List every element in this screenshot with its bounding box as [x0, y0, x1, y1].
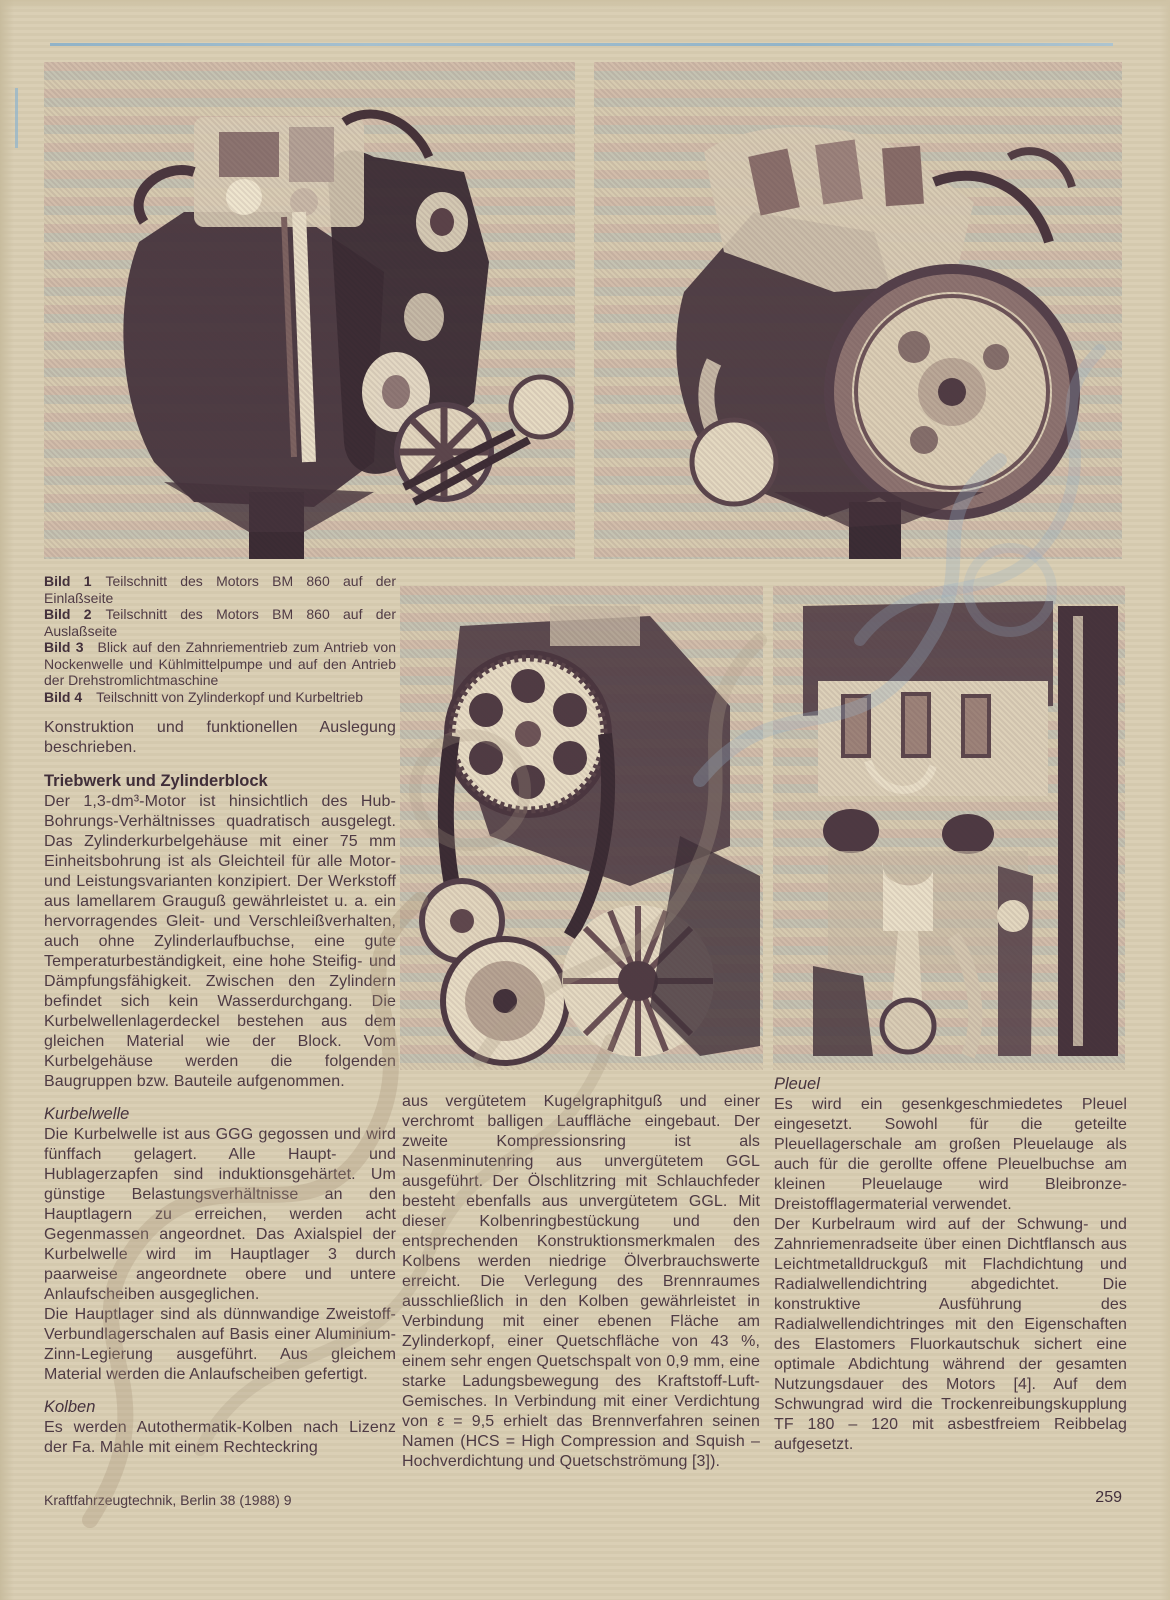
timing-belt-illustration [400, 586, 763, 1070]
photo-bild-3-timing-belt-drive [400, 586, 763, 1070]
caption-bild-1-text: Teilschnitt des Motors BM 860 auf der Einlaßseite [44, 573, 396, 606]
paragraph-pleuel-2: Der Kurbelraum wird auf der Schwung- und Zahnriemenradseite über einen Dichtflansch aus Leichtmetalldruckguß mit Flachdichtung und Radialwellendichtring abgedichtet. Die konstruktive Ausführung des Radialwellendichtringes mit den Eigenschaften des Elastomers Fluorkautschuk sichert eine optimale Abdichtung während der gesamten Nutzungsdauer des Motors [4]. Auf dem Schwungrad wird die Trockenreibungskupplung TF 180 – 120 mit asbestfreiem Reibbelag aufgesetzt. [774, 1216, 1127, 1453]
cutaway-illustration [773, 586, 1125, 1070]
caption-bild-4-text: Teilschnitt von Zylinderkopf und Kurbeltrieb [96, 688, 364, 705]
scan-artifact-mark [15, 88, 18, 148]
engine-intake-illustration [44, 62, 575, 559]
engine-exhaust-illustration [594, 62, 1122, 559]
caption-bild-2 [44, 606, 396, 639]
paragraph-kolben-start: Es werden Autothermatik-Kolben nach Lizenz der Fa. Mahle mit einem Rechteckring [44, 1419, 396, 1456]
paragraph-pleuel-1: Es wird ein gesenkgeschmiedetes Pleuel eingesetzt. Sowohl für die geteilte Pleuellagerschale am großen Pleuelauge als auch für die gerollte offene Pleuelbuchse am kleinen Pleuelauge wird Bleibronze-Dreistofflagermaterial verwendet. [774, 1096, 1127, 1213]
subsection-heading-pleuel: Pleuel [774, 1075, 820, 1093]
photo-bild-4-head-crank-cutaway [773, 586, 1125, 1070]
page-number: 259 [1095, 1489, 1122, 1506]
paragraph-kolben-continued: aus vergütetem Kugelgraphitguß und einer verchromt balligen Lauffläche eingebaut. Der zweite Kompressionsring ist als Nasenminutenring aus unvergütetem GGL ausgeführt. Der Ölschlitzring mit Schlauchfeder besteht ebenfalls aus unvergütetem GGL. Mit dieser Kolbenringbestückung und den entsprechenden Konstruktionsmerkmalen des Kolbens werden niedrige Ölverbrauchswerte erreicht. Die Verlegung des Brennraumes ausschließlich in den Kolben gewährleistet in Verbindung mit einer ebenen Fläche am Zylinderkopf, einer Quetschfläche von 43 %, einem sehr engen Quetschspalt von 0,9 mm, eine starke Ladungsbewegung des Kraftstoff-Luft-Gemisches. In Verbindung mit einer Verdichtung von ε = 9,5 erhielt das Brennverfahren seinen Namen (HCS = High Compression and Squish – Hochverdichtung und Quetschströmung [3]). [402, 1093, 760, 1470]
caption-bild-3-text: Blick auf den Zahnriementrieb zum Antrieb von Nockenwelle und Kühlmittelpumpe und auf den Antrieb der Drehstromlichtmaschine [44, 639, 396, 688]
caption-bild-2-label: Bild 2 [44, 606, 92, 622]
subsection-heading-kolben: Kolben [44, 1398, 96, 1416]
caption-bild-2-text: Teilschnitt des Motors BM 860 auf der Auslaßseite [44, 606, 396, 639]
journal-footer: Kraftfahrzeugtechnik, Berlin 38 (1988) 9 [44, 1492, 292, 1508]
caption-bild-1-label: Bild 1 [44, 573, 92, 589]
caption-bild-3-label: Bild 3 [44, 639, 84, 655]
caption-bild-4 [44, 689, 396, 706]
intro-paragraph: Konstruktion und funktionellen Auslegung beschrieben. [44, 719, 396, 756]
section-heading-triebwerk: Triebwerk und Zylinderblock [44, 772, 268, 790]
text-column-middle [402, 1092, 760, 1472]
caption-bild-3 [44, 639, 396, 689]
caption-bild-4-label: Bild 4 [44, 688, 83, 705]
top-rule [50, 43, 1113, 46]
text-column-left [44, 718, 396, 1458]
figure-captions [44, 573, 396, 705]
text-column-right [774, 1074, 1127, 1455]
photo-bild-2-engine-exhaust-side [594, 62, 1122, 559]
subsection-heading-kurbelwelle: Kurbelwelle [44, 1105, 130, 1123]
paragraph-zylinderblock: Der 1,3-dm³-Motor ist hinsichtlich des Hub-Bohrungs-Verhältnisses quadratisch ausgelegt. Das Zylinderkurbelgehäuse mit einer 75 mm Einheitsbohrung ist als Gleichteil für alle Motor- und Leistungsvarianten konzipiert. Der Werkstoff aus lamellarem Grauguß gewährleistet u. a. ein hervorragendes Gleit- und Verschleißverhalten, auch ohne Zylinderlaufbuchse, eine gute Temperaturbeständigkeit, eine hohe Steifig- und Dämpfungsfähigkeit. Zwischen den Zylindern befindet sich kein Wasserdurchgang. Die Kurbelwellenlagerdeckel bestehen aus dem gleichen Material wie der Block. Vom Kurbelgehäuse werden die folgenden Baugruppen bzw. Bauteile aufgenommen. [44, 793, 396, 1090]
paragraph-kurbelwelle-2: Die Hauptlager sind als dünnwandige Zweistoff-Verbundlagerschalen auf Basis einer Aluminium-Zinn-Legierung ausgeführt. Aus gleichem Material werden die Anlaufscheiben gefertigt. [44, 1306, 396, 1383]
paragraph-kurbelwelle-1: Die Kurbelwelle ist aus GGG gegossen und wird fünffach gelagert. Alle Haupt- und Hublagerzapfen sind induktionsgehärtet. Um günstige Belastungsverhältnisse an den Hauptlagern zu erreichen, werden acht Gegenmassen angeordnet. Das Axialspiel der Kurbelwelle wird im Hauptlager 3 durch paarweise angeordnete obere und untere Anlaufscheiben ausgeglichen. [44, 1126, 396, 1303]
photo-bild-1-engine-intake-side [44, 62, 575, 559]
caption-bild-1 [44, 573, 396, 606]
